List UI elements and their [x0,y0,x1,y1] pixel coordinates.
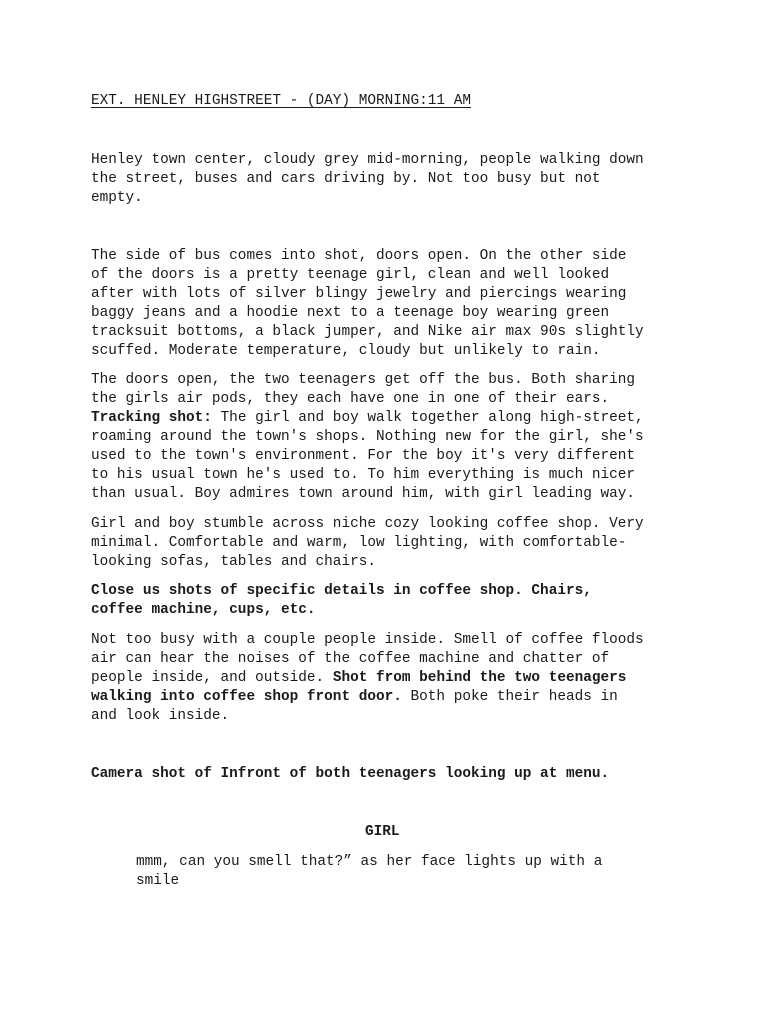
text-line: minimal. Comfortable and warm, low lighting, with comfortable- [91,535,627,551]
shot-direction-paragraph [91,582,691,620]
text-line: Close us shots of specific details in coffee shop. Chairs, [91,583,592,599]
text-line: Henley town center, cloudy grey mid-morning, people walking down [91,152,644,168]
text-fragment: Both poke their heads in [401,689,618,705]
shot-direction: Tracking shot: [91,410,212,426]
dialogue-line: smile [136,873,180,889]
text-line: the street, buses and cars driving by. Not too busy but not [91,171,601,187]
text-line: Girl and boy stumble across niche cozy looking coffee shop. Very [91,516,644,532]
text-line: of the doors is a pretty teenage girl, clean and well looked [91,267,610,283]
text-line: the girls air pods, they each have one in one of their ears. [91,391,610,407]
text-line: baggy jeans and a hoodie next to a teenage boy wearing green [91,305,610,321]
text-line: roaming around the town's shops. Nothing new for the girl, she's [91,429,644,445]
action-paragraph-2 [91,247,691,361]
text-line: tracksuit bottoms, a black jumper, and Nike air max 90s slightly [91,324,644,340]
text-line: after with lots of silver blingy jewelry and piercings wearing [91,286,627,302]
text-fragment: The girl and boy walk together along high-street, [211,410,644,426]
character-name: GIRL [365,824,400,840]
text-line: air can hear the noises of the coffee machine and chatter of [91,651,610,667]
action-paragraph-6 [91,631,691,726]
text-line: scuffed. Moderate temperature, cloudy but unlikely to rain. [91,343,601,359]
text-line: The doors open, the two teenagers get off the bus. Both sharing [91,372,636,388]
text-line: The side of bus comes into shot, doors open. On the other side [91,248,627,264]
text-line: used to the town's environment. For the boy it's very different [91,448,636,464]
text-line: to his usual town he's used to. To him everything is much nicer [91,467,636,483]
dialogue-line: mmm, can you smell that?” as her face lights up with a [136,854,603,870]
text-line: looking sofas, tables and chairs. [91,554,376,570]
text-line: and look inside. [91,708,230,724]
text-line: than usual. Boy admires town around him, with girl leading way. [91,486,636,502]
action-paragraph-3 [91,371,691,504]
text-line: coffee machine, cups, etc. [91,602,316,618]
text-line: Not too busy with a couple people inside. Smell of coffee floods [91,632,644,648]
camera-shot-direction: Camera shot of Infront of both teenagers looking up at menu. [91,766,610,782]
dialogue [136,853,656,891]
scene-heading: EXT. HENLEY HIGHSTREET - (DAY) MORNING:11 AM [91,93,471,109]
action-paragraph-1 [91,151,691,208]
text-line: empty. [91,190,143,206]
shot-direction: walking into coffee shop front door. [91,689,402,705]
shot-direction: Shot from behind the two teenagers [332,670,627,686]
text-fragment: people inside, and outside. [91,670,333,686]
action-paragraph-4 [91,515,691,572]
